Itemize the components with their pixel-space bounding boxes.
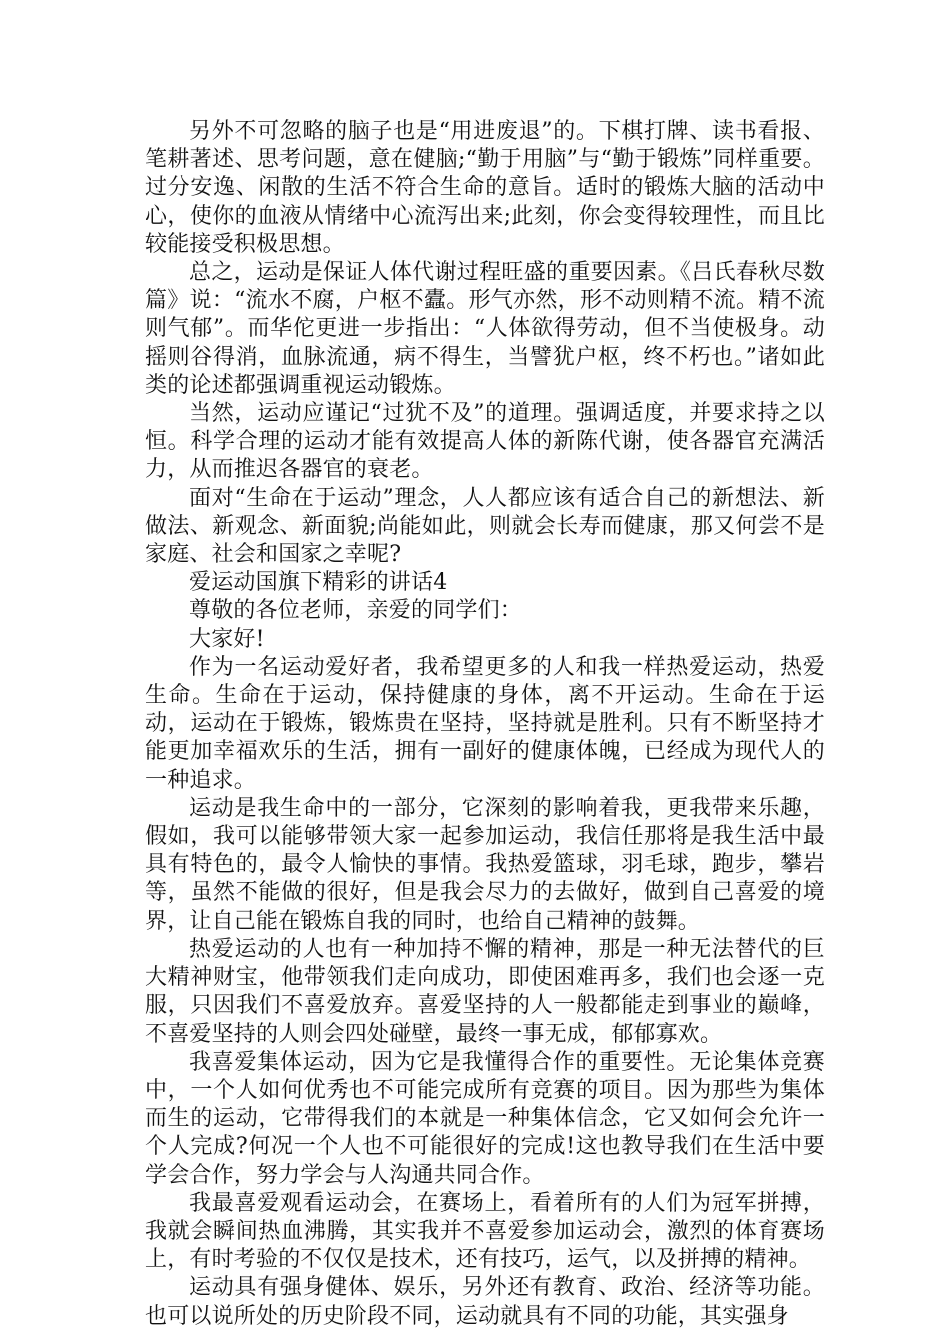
- document-page: [145, 118, 825, 1331]
- paragraph-sports-lover: 作为一名运动爱好者，我希望更多的人和我一样热爱运动，热爱生命。生命在于运动，保持健康的身体，离不开运动。生命在于运动，运动在于锻炼，锻炼贵在坚持，坚持就是胜利。只有不断坚持才能更加幸福欢乐的生活，拥有一副好的健康体魄，已经成为现代人的一种追求。: [145, 654, 825, 793]
- paragraph-moderation: 当然，运动应谨记“过犹不及”的道理。强调适度，并要求持之以恒。科学合理的运动才能有效提高人体的新陈代谢，使各器官充满活力，从而推迟各器官的衰老。: [145, 401, 825, 483]
- paragraph-metabolism: 总之，运动是保证人体代谢过程旺盛的重要因素。《吕氏春秋尽数篇》说：“流水不腐，户枢不蠹。形气亦然，形不动则精不流。精不流则气郁”。而华佗更进一步指出：“人体欲得劳动，但不当使极身。动摇则谷得消，血脉流通，病不得生，当譬犹户枢，终不朽也。”诸如此类的论述都强调重视运动锻炼。: [145, 260, 825, 398]
- salutation: 尊敬的各位老师，亲爱的同学们：: [189, 598, 523, 624]
- paragraph-sports-meet: 我最喜爱观看运动会，在赛场上，看着所有的人们为冠军拼搏，我就会瞬间热血沸腾，其实我并不喜爱参加运动会，激烈的体育赛场上，有时考验的不仅仅是技术，还有技巧，运气，以及拼搏的精神。: [145, 1190, 825, 1273]
- paragraph-part-of-life: 运动是我生命中的一部分，它深刻的影响着我，更我带来乐趣，假如，我可以能够带领大家一起参加运动，我信任那将是我生活中最具有特色的，最令人愉快的事情。我热爱篮球，羽毛球，跑步，攀岩等，虽然不能做的很好，但是我会尽力的去做好，做到自己喜爱的境界，让自己能在锻炼自我的同时，也给自己精神的鼓舞。: [145, 795, 825, 934]
- section-heading: 爱运动国旗下精彩的讲话4: [189, 570, 448, 596]
- paragraph-functions: 运动具有强身健体、娱乐，另外还有教育、政治、经济等功能。也可以说所处的历史阶段不同，运动就具有不同的功能，其实强身: [145, 1275, 825, 1329]
- paragraph-team-sports: 我喜爱集体运动，因为它是我懂得合作的重要性。无论集体竞赛中，一个人如何优秀也不可能完成所有竞赛的项目。因为那些为集体而生的运动，它带得我们的本就是一种集体信念，它又如何会允许一个人完成?何况一个人也不可能很好的完成!这也教导我们在生活中要学会合作，努力学会与人沟通共同合作。: [145, 1049, 825, 1188]
- greeting: 大家好!: [189, 626, 265, 652]
- paragraph-life-in-motion: 面对“生命在于运动”理念，人人都应该有适合自己的新想法、新做法、新观念、新面貌;尚能如此，则就会长寿而健康，那又何尝不是家庭、社会和国家之幸呢?: [145, 485, 825, 568]
- paragraph-brain-exercise: 另外不可忽略的脑子也是“用进废退”的。下棋打牌、读书看报、笔耕著述、思考问题，意在健脑;“勤于用脑”与“勤于锻炼”同样重要。过分安逸、闲散的生活不符合生命的意旨。适时的锻炼大脑的活动中心，使你的血液从情绪中心流泻出来;此刻，你会变得较理性，而且比较能接受积极思想。: [145, 119, 825, 257]
- paragraph-persistence: 热爱运动的人也有一种加持不懈的精神，那是一种无法替代的巨大精神财宝，他带领我们走向成功，即使困难再多，我们也会逐一克服，只因我们不喜爱放弃。喜爱坚持的人一般都能走到事业的巅峰，不喜爱坚持的人则会四处碰壁，最终一事无成，郁郁寡欢。: [145, 936, 825, 1047]
